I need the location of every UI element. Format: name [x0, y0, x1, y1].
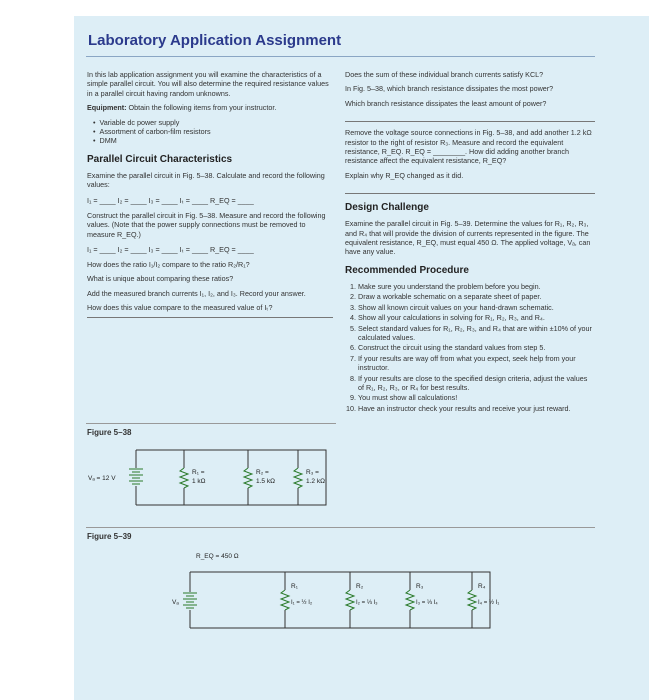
r3-label: R₃ — [416, 583, 424, 590]
ratio-question: How does the ratio I₁/I₂ compare to the ratio R₂/R₁? — [87, 259, 250, 269]
battery-icon — [183, 593, 197, 608]
procedure-step: 6. Construct the circuit using the standard values from step 5. — [358, 343, 595, 352]
answer-line — [345, 113, 595, 122]
procedure-step: 5. Select standard values for R₁, R₂, R₃, and R₄ that are within ±10% of your calculated values. — [358, 324, 595, 343]
battery-icon — [129, 469, 143, 484]
resistor-r1-icon — [281, 590, 289, 610]
right-column — [345, 70, 595, 414]
r1-label: R₁ = — [192, 469, 205, 476]
procedure-step: 10. Have an instructor check your results and receive your just reward. — [358, 404, 595, 413]
r3-value: 1.2 kΩ — [306, 478, 325, 485]
r4-label: R₄ — [478, 583, 486, 590]
remove-source-text: Remove the voltage source connections in Fig. 5–38, and add another 1.2 kΩ resistor to the right of resistor R₃. Measure and record the equivalent resistance, R_EQ. R_EQ = ________. How did adding another branch resistance affect the equivalent resistance, R_EQ? — [345, 128, 592, 166]
construct-text: Construct the parallel circuit in Fig. 5–38. Measure and record the following values. (Note that the power supply connections must be removed to measure R_EQ.) — [87, 211, 326, 239]
procedure-step: 9. You must show all calculations! — [358, 393, 595, 402]
r2-label: R₂ = — [256, 469, 269, 476]
resistor-r4-icon — [468, 590, 476, 610]
r1-value: 1 kΩ — [192, 478, 206, 485]
figure-5-38-schematic — [86, 440, 346, 520]
source-label: Vₐ — [172, 599, 179, 606]
procedure-heading: Recommended Procedure — [345, 264, 469, 276]
figure-divider — [86, 423, 336, 424]
equipment-item: • DMM — [93, 136, 333, 145]
resistor-r2-icon — [244, 468, 252, 488]
r2-label: R₂ — [356, 583, 364, 590]
title-divider — [86, 56, 595, 57]
r2-current: I₂ = ⅓ I₃ — [356, 600, 378, 606]
calc-values-line: I₁ = ____ I₂ = ____ I₃ = ____ Iₜ = ____ R_EQ = ____ — [87, 195, 254, 205]
explain-question: Explain why R_EQ changed as it did. — [345, 170, 464, 180]
procedure-step: 3. Show all known circuit values on your hand-drawn schematic. — [358, 303, 595, 312]
page-title: Laboratory Application Assignment — [88, 32, 342, 49]
compare-question: How does this value compare to the measured value of Iₜ? — [87, 302, 273, 312]
r4-current: I₄ = ½ I₁ — [478, 600, 500, 606]
circuit-wire — [190, 572, 490, 628]
equipment-list — [93, 118, 333, 146]
procedure-step: 4. Show all your calculations in solving for R₁, R₂, R₃, and R₄. — [358, 313, 595, 322]
equipment-text: Obtain the following items from your instructor. — [128, 103, 277, 113]
equipment-intro — [87, 103, 333, 112]
add-currents-question: Add the measured branch currents I₁, I₂, and I₃. Record your answer. — [87, 288, 306, 298]
figure-divider — [86, 527, 595, 528]
procedure-step: 7. If your results are way off from what you expect, seek help from your instructor. — [358, 354, 595, 373]
pcc-text: Examine the parallel circuit in Fig. 5–38. Calculate and record the following values: — [87, 170, 325, 190]
equipment-label: Equipment: — [87, 103, 127, 113]
pcc-heading: Parallel Circuit Characteristics — [87, 153, 233, 165]
procedure-step: 8. If your results are close to the specified design criteria, adjust the values of R₁, R₂, R₃, or R₄ for best results. — [358, 374, 595, 393]
figure-5-38-label: Figure 5–38 — [87, 428, 132, 437]
answer-line — [87, 317, 333, 318]
r1-current: I₁ = ½ I₂ — [291, 600, 313, 606]
resistor-r3-icon — [406, 590, 414, 610]
r3-label: R₃ = — [306, 469, 319, 476]
measured-values-line: I₁ = ____ I₂ = ____ I₃ = ____ Iₜ = ____ R_EQ = ____ — [87, 245, 254, 255]
r2-value: 1.5 kΩ — [256, 478, 275, 485]
intro-paragraph: In this lab application assignment you will examine the characteristics of a simple parallel circuit. You will also determine the required resistance values in a parallel circuit having random unknowns. — [87, 70, 329, 98]
least-power-question: Which branch resistance dissipates the least amount of power? — [345, 98, 547, 108]
procedure-step: 2. Draw a workable schematic on a separate sheet of paper. — [358, 292, 595, 301]
equipment-item: • Assortment of carbon-film resistors — [93, 127, 333, 136]
left-column — [87, 70, 333, 324]
kcl-question: Does the sum of these individual branch currents satisfy KCL? — [345, 70, 544, 79]
r1-label: R₁ — [291, 583, 298, 590]
most-power-question: In Fig. 5–38, which branch resistance dissipates the most power? — [345, 84, 554, 94]
design-challenge-text: Examine the parallel circuit in Fig. 5–39. Determine the values for R₁, R₂, R₃, and R₄ that will provide the division of currents represented in the figure. The equivalent resistance, R_EQ, must equal 450 Ω. The applied voltage, Vₐ, can have any value. — [345, 219, 591, 257]
source-label: Vₐ = 12 V — [88, 475, 116, 482]
r3-current: I₃ = ⅓ I₄ — [416, 600, 438, 606]
unique-question: What is unique about comparing these ratios? — [87, 274, 234, 284]
resistor-r2-icon — [346, 590, 354, 610]
equipment-item: • Variable dc power supply — [93, 118, 333, 127]
req-label: R_EQ = 450 Ω — [196, 553, 239, 560]
design-challenge-heading: Design Challenge — [345, 202, 429, 214]
answer-line — [345, 185, 595, 194]
figure-5-39-schematic — [160, 548, 520, 648]
resistor-r1-icon — [180, 468, 188, 488]
resistor-r3-icon — [294, 468, 302, 488]
figure-5-39-label: Figure 5–39 — [87, 532, 132, 541]
procedure-list — [345, 282, 595, 413]
procedure-step: 1. Make sure you understand the problem before you begin. — [358, 282, 595, 291]
